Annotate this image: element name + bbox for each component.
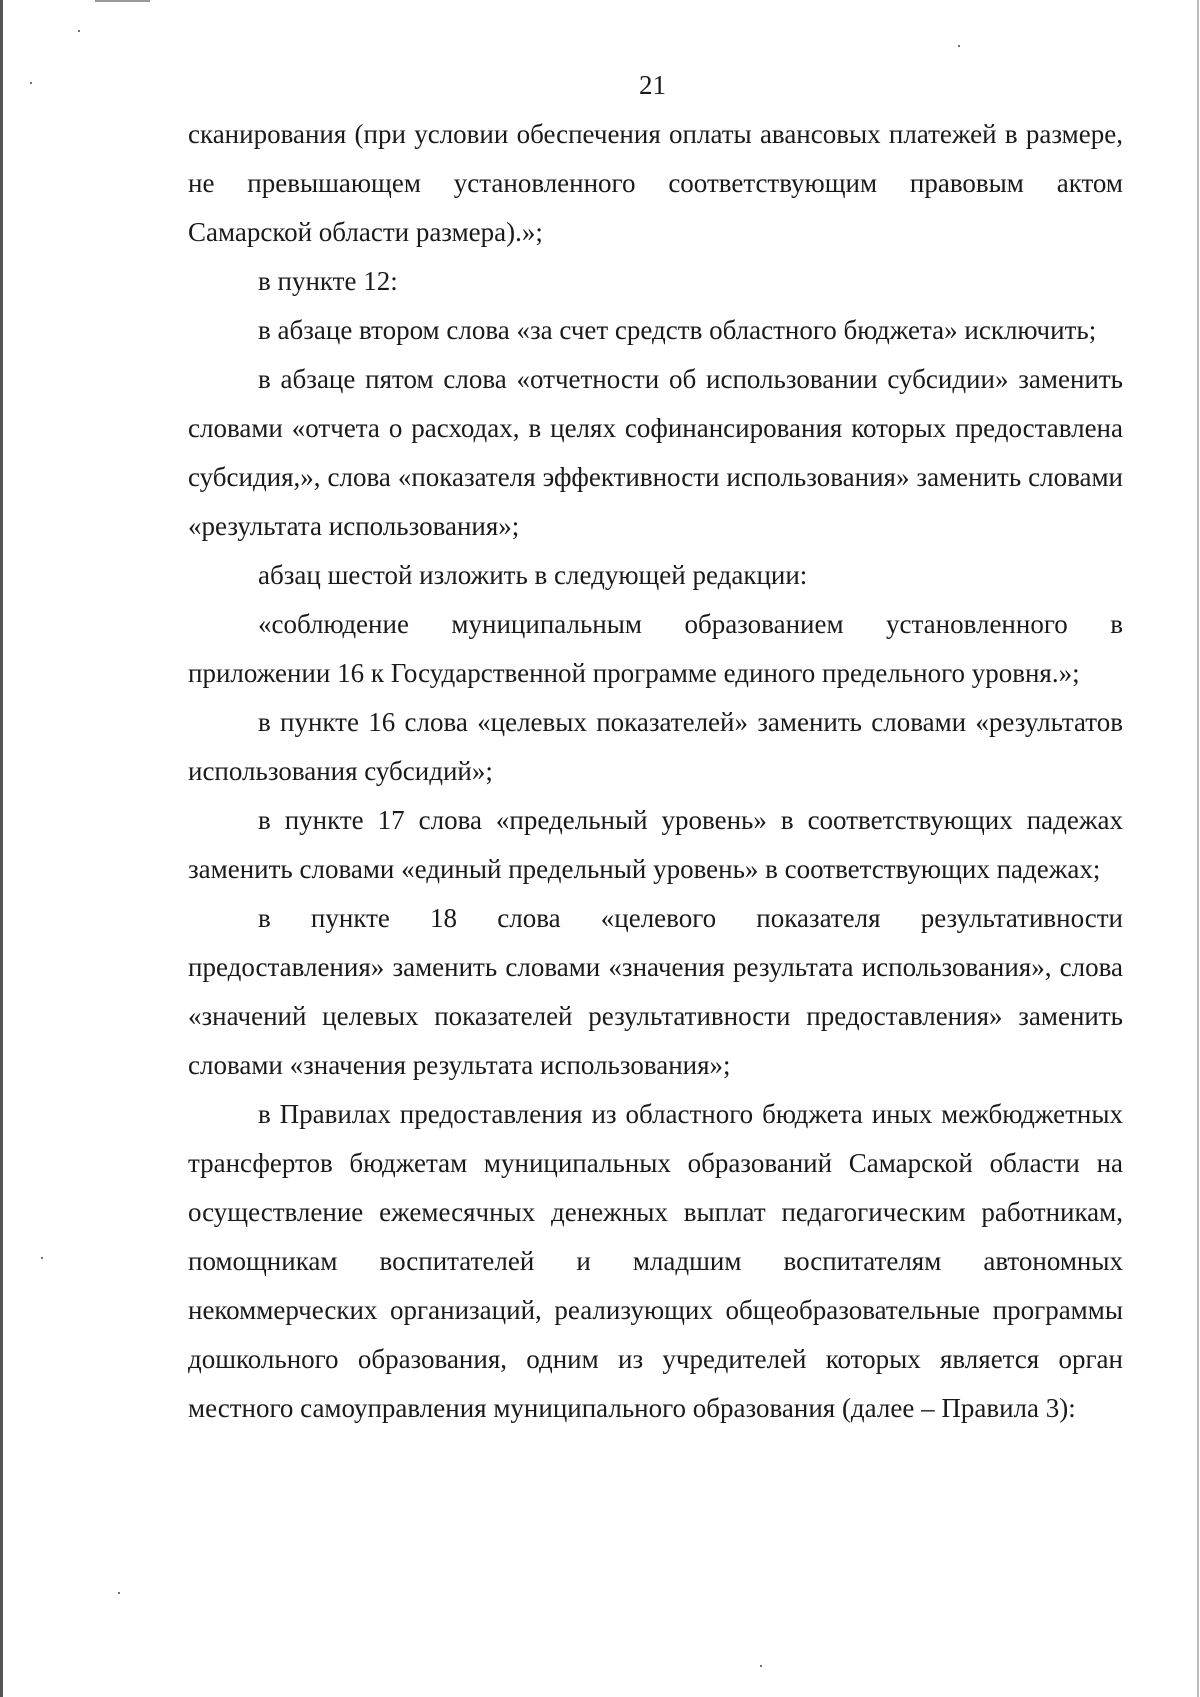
document-body xyxy=(188,110,1123,1433)
scan-border-top xyxy=(95,0,150,2)
paragraph: абзац шестой изложить в следующей редакции: xyxy=(258,560,808,590)
page-number: 21 xyxy=(639,70,666,100)
paragraph: в абзаце пятом слова «отчетности об использовании субсидии» заменить словами «отчета о расходах, в целях софинансирования которых предоставлена субсидия,», слова «показателя эффективности использования» заменить словами «результата использования»; xyxy=(188,364,1123,541)
scan-speck xyxy=(41,1257,43,1259)
paragraph: в пункте 18 слова «целевого показателя результативности предоставления» заменить словами «значения результата использования», слова «значений целевых показателей результативности предоставления» заменить словами «значения результата использования»; xyxy=(188,903,1123,1080)
scan-speck xyxy=(958,45,960,47)
paragraph: в абзаце втором слова «за счет средств областного бюджета» исключить; xyxy=(258,315,1097,345)
scan-border-left xyxy=(0,0,3,1697)
scan-border-right xyxy=(1197,0,1199,1697)
paragraph: в пункте 16 слова «целевых показателей» заменить словами «результатов использования субсидий»; xyxy=(188,707,1123,786)
paragraph: в Правилах предоставления из областного бюджета иных межбюджетных трансфертов бюджетам муниципальных образований Самарской области на осуществление ежемесячных денежных выплат педагогическим работникам, помощникам воспитателей и младшим воспитателям автономных некоммерческих организаций, реализующих общеобразовательные программы дошкольного образования, одним из учредителей которых является орган местного самоуправления муниципального образования (далее – Правила 3): xyxy=(188,1099,1123,1423)
scan-speck xyxy=(760,1665,762,1667)
scan-speck xyxy=(118,1592,120,1594)
scan-speck xyxy=(78,30,80,32)
paragraph: сканирования (при условии обеспечения оплаты авансовых платежей в размере, не превышающем установленного соответствующим правовым актом Самарской области размера).»; xyxy=(188,119,1123,247)
paragraph: «соблюдение муниципальным образованием установленного в приложении 16 к Государственной программе единого предельного уровня.»; xyxy=(188,609,1123,688)
paragraph: в пункте 17 слова «предельный уровень» в соответствующих падежах заменить словами «единый предельный уровень» в соответствующих падежах; xyxy=(188,805,1123,884)
paragraph: в пункте 12: xyxy=(258,266,398,296)
